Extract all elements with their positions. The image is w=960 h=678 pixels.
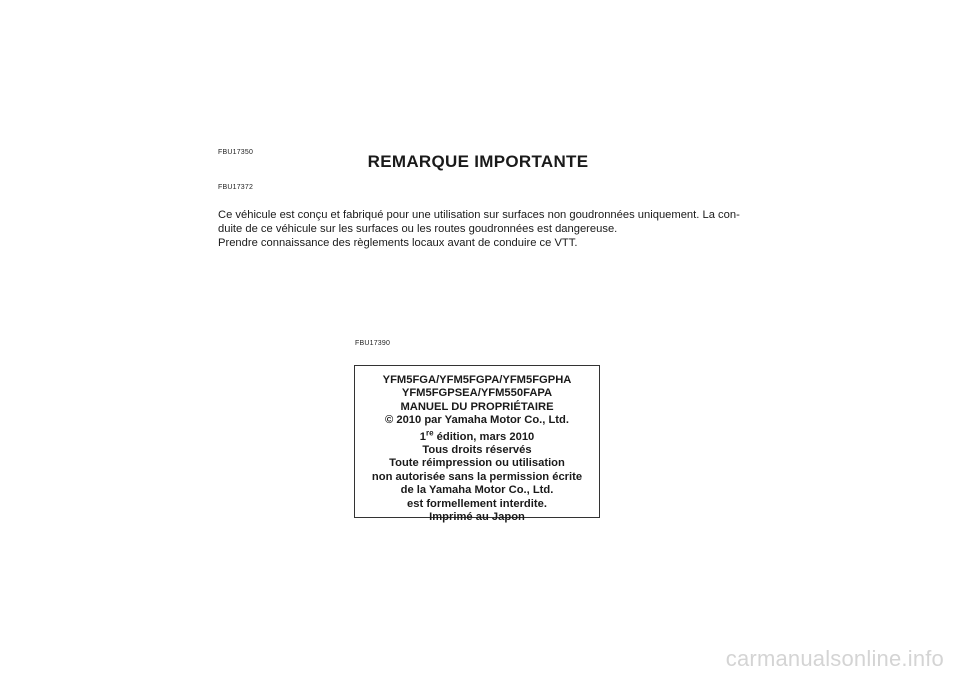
publication-info-box: [354, 365, 600, 524]
manual-title: MANUEL DU PROPRIÉTAIRE: [400, 400, 554, 413]
notice-line: Prendre connaissance des règlements locaux avant de conduire ce VTT.: [218, 237, 578, 249]
model-list-line: YFM5FGA/YFM5FGPA/YFM5FGPHA: [382, 374, 572, 386]
edition-number: 1: [419, 430, 426, 443]
page-title: REMARQUE IMPORTANTE: [367, 152, 589, 171]
printed-in-line: Imprimé au Japon: [429, 511, 525, 524]
copyright-line: © 2010 par Yamaha Motor Co., Ltd.: [385, 414, 569, 427]
edition-ordinal-suffix: re: [425, 427, 434, 437]
watermark: carmanualsonline.info: [725, 646, 944, 671]
section-code-box: FBU17390: [355, 340, 391, 347]
important-notice-text: [218, 208, 758, 250]
rights-line: Tous droits réservés: [422, 444, 532, 457]
section-code-title: FBU17350: [218, 149, 254, 156]
section-code-body: FBU17372: [218, 184, 254, 191]
reprint-notice-line: est formellement interdite.: [407, 497, 547, 510]
notice-line: Ce véhicule est conçu et fabriqué pour une utilisation sur surfaces non goudronnées uniquement. La con-: [218, 209, 740, 221]
edition-date: édition, mars 2010: [433, 430, 535, 443]
reprint-notice-line: non autorisée sans la permission écrite: [371, 470, 583, 483]
reprint-notice-line: de la Yamaha Motor Co., Ltd.: [400, 484, 554, 497]
reprint-notice-line: Toute réimpression ou utilisation: [389, 457, 565, 470]
model-list-line: YFM5FGPSEA/YFM550FAPA: [401, 387, 553, 400]
edition-line: [355, 427, 599, 444]
notice-line: duite de ce véhicule sur les surfaces ou les routes goudronnées est dangereuse.: [218, 223, 618, 235]
